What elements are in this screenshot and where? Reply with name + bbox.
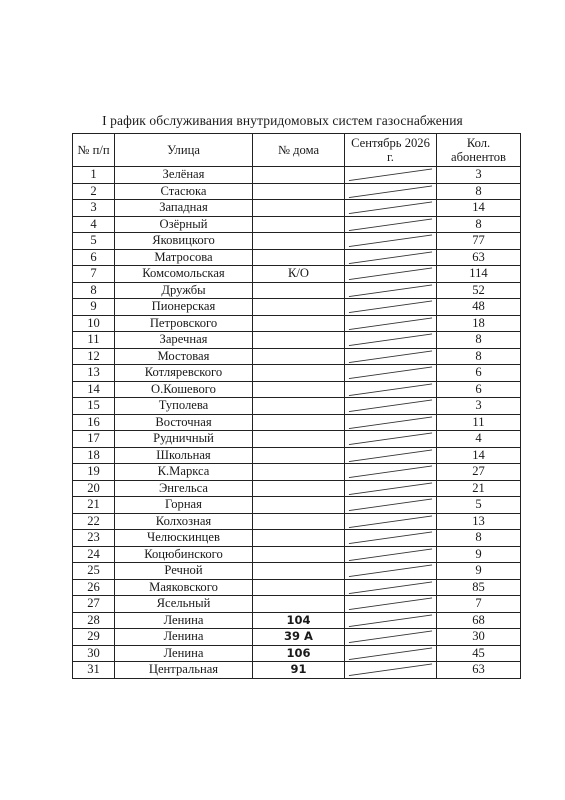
table-row — [73, 183, 521, 200]
row-subscriber-count: 85 — [437, 579, 521, 596]
row-subscriber-count: 3 — [437, 398, 521, 415]
table-row — [73, 365, 521, 382]
row-subscriber-count: 48 — [437, 299, 521, 316]
row-subscriber-count: 8 — [437, 348, 521, 365]
diagonal-slash-mark — [345, 299, 436, 315]
diagonal-slash-mark — [345, 464, 436, 480]
row-month-mark — [345, 266, 437, 283]
table-row — [73, 645, 521, 662]
row-number: 8 — [73, 282, 115, 299]
row-number: 5 — [73, 233, 115, 250]
row-house-number — [253, 167, 345, 184]
row-street: Туполева — [115, 398, 253, 415]
page-title: I рафик обслуживания внутридомовых систем газоснабжения — [102, 113, 463, 128]
row-house-number — [253, 546, 345, 563]
diagonal-slash-mark — [345, 580, 436, 596]
table-row — [73, 414, 521, 431]
row-street: Ясельный — [115, 596, 253, 613]
diagonal-slash-mark — [345, 283, 436, 299]
row-number: 28 — [73, 612, 115, 629]
row-month-mark — [345, 464, 437, 481]
table-row — [73, 513, 521, 530]
row-month-mark — [345, 365, 437, 382]
diagonal-slash-mark — [345, 316, 436, 332]
row-subscriber-count: 45 — [437, 645, 521, 662]
table-row — [73, 612, 521, 629]
row-month-mark — [345, 612, 437, 629]
row-subscriber-count: 77 — [437, 233, 521, 250]
row-house-number — [253, 365, 345, 382]
row-street: Стасюка — [115, 183, 253, 200]
row-number: 27 — [73, 596, 115, 613]
table-row — [73, 563, 521, 580]
row-street: Колхозная — [115, 513, 253, 530]
row-house-number — [253, 348, 345, 365]
row-subscriber-count: 8 — [437, 216, 521, 233]
diagonal-slash-mark — [345, 514, 436, 530]
row-number: 14 — [73, 381, 115, 398]
row-month-mark — [345, 480, 437, 497]
row-street: Заречная — [115, 332, 253, 349]
diagonal-slash-mark — [345, 448, 436, 464]
row-month-mark — [345, 167, 437, 184]
row-house-number — [253, 216, 345, 233]
table-row — [73, 249, 521, 266]
table-row — [73, 464, 521, 481]
row-month-mark — [345, 233, 437, 250]
row-month-mark — [345, 546, 437, 563]
row-month-mark — [345, 513, 437, 530]
table-row — [73, 216, 521, 233]
row-month-mark — [345, 447, 437, 464]
diagonal-slash-mark — [345, 497, 436, 513]
row-street: Школьная — [115, 447, 253, 464]
row-house-number — [253, 183, 345, 200]
diagonal-slash-mark — [345, 563, 436, 579]
row-subscriber-count: 5 — [437, 497, 521, 514]
row-house-number — [253, 282, 345, 299]
row-number: 11 — [73, 332, 115, 349]
row-month-mark — [345, 315, 437, 332]
row-month-mark — [345, 497, 437, 514]
row-subscriber-count: 4 — [437, 431, 521, 448]
diagonal-slash-mark — [345, 547, 436, 563]
header-house-number: № дома — [253, 134, 345, 167]
row-house-number — [253, 513, 345, 530]
diagonal-slash-mark — [345, 646, 436, 662]
table-row — [73, 530, 521, 547]
table-row — [73, 233, 521, 250]
table-row — [73, 348, 521, 365]
diagonal-slash-mark — [345, 200, 436, 216]
row-house-number: 39 А — [253, 629, 345, 646]
row-street: К.Маркса — [115, 464, 253, 481]
row-street: Комсомольская — [115, 266, 253, 283]
row-house-number — [253, 200, 345, 217]
row-month-mark — [345, 200, 437, 217]
row-street: Зелёная — [115, 167, 253, 184]
row-house-number — [253, 497, 345, 514]
row-number: 31 — [73, 662, 115, 679]
row-street: Котляревского — [115, 365, 253, 382]
row-house-number — [253, 299, 345, 316]
row-subscriber-count: 8 — [437, 183, 521, 200]
row-house-number — [253, 315, 345, 332]
table-row — [73, 431, 521, 448]
diagonal-slash-mark — [345, 629, 436, 645]
row-street: Яковицкого — [115, 233, 253, 250]
row-month-mark — [345, 414, 437, 431]
diagonal-slash-mark — [345, 332, 436, 348]
row-number: 24 — [73, 546, 115, 563]
diagonal-slash-mark — [345, 382, 436, 398]
diagonal-slash-mark — [345, 398, 436, 414]
row-subscriber-count: 30 — [437, 629, 521, 646]
diagonal-slash-mark — [345, 349, 436, 365]
row-house-number: 91 — [253, 662, 345, 679]
service-schedule-table — [72, 133, 521, 679]
table-row — [73, 596, 521, 613]
diagonal-slash-mark — [345, 481, 436, 497]
row-street: Речной — [115, 563, 253, 580]
diagonal-slash-mark — [345, 250, 436, 266]
row-street: Матросова — [115, 249, 253, 266]
row-month-mark — [345, 249, 437, 266]
row-number: 10 — [73, 315, 115, 332]
row-subscriber-count: 3 — [437, 167, 521, 184]
table-row — [73, 381, 521, 398]
table-row — [73, 398, 521, 415]
row-street: Петровского — [115, 315, 253, 332]
diagonal-slash-mark — [345, 266, 436, 282]
table-row — [73, 662, 521, 679]
row-house-number — [253, 381, 345, 398]
row-house-number — [253, 249, 345, 266]
row-subscriber-count: 9 — [437, 563, 521, 580]
row-subscriber-count: 9 — [437, 546, 521, 563]
row-subscriber-count: 63 — [437, 249, 521, 266]
row-number: 17 — [73, 431, 115, 448]
row-number: 2 — [73, 183, 115, 200]
row-subscriber-count: 68 — [437, 612, 521, 629]
row-house-number — [253, 431, 345, 448]
row-month-mark — [345, 596, 437, 613]
row-street: Озёрный — [115, 216, 253, 233]
row-house-number — [253, 579, 345, 596]
row-house-number — [253, 233, 345, 250]
row-street: Челюскинцев — [115, 530, 253, 547]
row-subscriber-count: 13 — [437, 513, 521, 530]
diagonal-slash-mark — [345, 217, 436, 233]
diagonal-slash-mark — [345, 662, 436, 678]
row-house-number — [253, 464, 345, 481]
row-number: 9 — [73, 299, 115, 316]
diagonal-slash-mark — [345, 233, 436, 249]
table-header-row — [73, 134, 521, 167]
row-number: 3 — [73, 200, 115, 217]
row-number: 15 — [73, 398, 115, 415]
diagonal-slash-mark — [345, 365, 436, 381]
row-number: 6 — [73, 249, 115, 266]
table-row — [73, 299, 521, 316]
row-street: Восточная — [115, 414, 253, 431]
row-street: Ленина — [115, 645, 253, 662]
row-number: 21 — [73, 497, 115, 514]
row-month-mark — [345, 299, 437, 316]
row-house-number — [253, 332, 345, 349]
row-number: 13 — [73, 365, 115, 382]
diagonal-slash-mark — [345, 530, 436, 546]
row-house-number — [253, 447, 345, 464]
row-house-number: К/О — [253, 266, 345, 283]
row-month-mark — [345, 216, 437, 233]
row-number: 30 — [73, 645, 115, 662]
row-month-mark — [345, 431, 437, 448]
row-subscriber-count: 7 — [437, 596, 521, 613]
row-month-mark — [345, 398, 437, 415]
row-month-mark — [345, 348, 437, 365]
row-street: Ленина — [115, 612, 253, 629]
header-subscriber-count: Кол. абонентов — [437, 134, 521, 167]
row-subscriber-count: 14 — [437, 200, 521, 217]
table-row — [73, 266, 521, 283]
row-subscriber-count: 63 — [437, 662, 521, 679]
row-month-mark — [345, 381, 437, 398]
row-subscriber-count: 6 — [437, 365, 521, 382]
row-subscriber-count: 8 — [437, 332, 521, 349]
row-street: О.Кошевого — [115, 381, 253, 398]
row-house-number — [253, 398, 345, 415]
row-number: 19 — [73, 464, 115, 481]
table-row — [73, 480, 521, 497]
table-body — [73, 167, 521, 679]
header-street: Улица — [115, 134, 253, 167]
row-house-number — [253, 563, 345, 580]
row-number: 12 — [73, 348, 115, 365]
row-subscriber-count: 18 — [437, 315, 521, 332]
row-subscriber-count: 6 — [437, 381, 521, 398]
row-house-number — [253, 596, 345, 613]
row-number: 25 — [73, 563, 115, 580]
row-number: 23 — [73, 530, 115, 547]
row-subscriber-count: 27 — [437, 464, 521, 481]
row-subscriber-count: 21 — [437, 480, 521, 497]
row-month-mark — [345, 530, 437, 547]
row-number: 22 — [73, 513, 115, 530]
row-number: 16 — [73, 414, 115, 431]
table-row — [73, 200, 521, 217]
row-house-number — [253, 480, 345, 497]
diagonal-slash-mark — [345, 184, 436, 200]
diagonal-slash-mark — [345, 415, 436, 431]
row-house-number: 104 — [253, 612, 345, 629]
row-street: Мостовая — [115, 348, 253, 365]
row-number: 20 — [73, 480, 115, 497]
row-subscriber-count: 11 — [437, 414, 521, 431]
table-row — [73, 447, 521, 464]
row-street: Энгельса — [115, 480, 253, 497]
row-subscriber-count: 8 — [437, 530, 521, 547]
table-row — [73, 315, 521, 332]
table-row — [73, 282, 521, 299]
row-street: Рудничный — [115, 431, 253, 448]
row-house-number — [253, 530, 345, 547]
row-number: 4 — [73, 216, 115, 233]
row-subscriber-count: 14 — [437, 447, 521, 464]
diagonal-slash-mark — [345, 167, 436, 183]
table-row — [73, 629, 521, 646]
row-number: 29 — [73, 629, 115, 646]
row-month-mark — [345, 332, 437, 349]
diagonal-slash-mark — [345, 596, 436, 612]
header-number: № п/п — [73, 134, 115, 167]
row-street: Дружбы — [115, 282, 253, 299]
diagonal-slash-mark — [345, 431, 436, 447]
row-month-mark — [345, 282, 437, 299]
table-row — [73, 546, 521, 563]
row-house-number — [253, 414, 345, 431]
row-subscriber-count: 52 — [437, 282, 521, 299]
table-row — [73, 332, 521, 349]
row-number: 26 — [73, 579, 115, 596]
row-month-mark — [345, 662, 437, 679]
table-row — [73, 497, 521, 514]
row-number: 7 — [73, 266, 115, 283]
table-row — [73, 167, 521, 184]
row-month-mark — [345, 563, 437, 580]
row-street: Западная — [115, 200, 253, 217]
row-subscriber-count: 114 — [437, 266, 521, 283]
row-street: Ленина — [115, 629, 253, 646]
row-street: Коцюбинского — [115, 546, 253, 563]
row-street: Центральная — [115, 662, 253, 679]
row-month-mark — [345, 629, 437, 646]
diagonal-slash-mark — [345, 613, 436, 629]
row-month-mark — [345, 579, 437, 596]
table-row — [73, 579, 521, 596]
row-street: Пионерская — [115, 299, 253, 316]
row-house-number: 106 — [253, 645, 345, 662]
row-month-mark — [345, 645, 437, 662]
row-number: 1 — [73, 167, 115, 184]
row-month-mark — [345, 183, 437, 200]
row-street: Горная — [115, 497, 253, 514]
header-month: Сентябрь 2026 г. — [345, 134, 437, 167]
row-number: 18 — [73, 447, 115, 464]
row-street: Маяковского — [115, 579, 253, 596]
